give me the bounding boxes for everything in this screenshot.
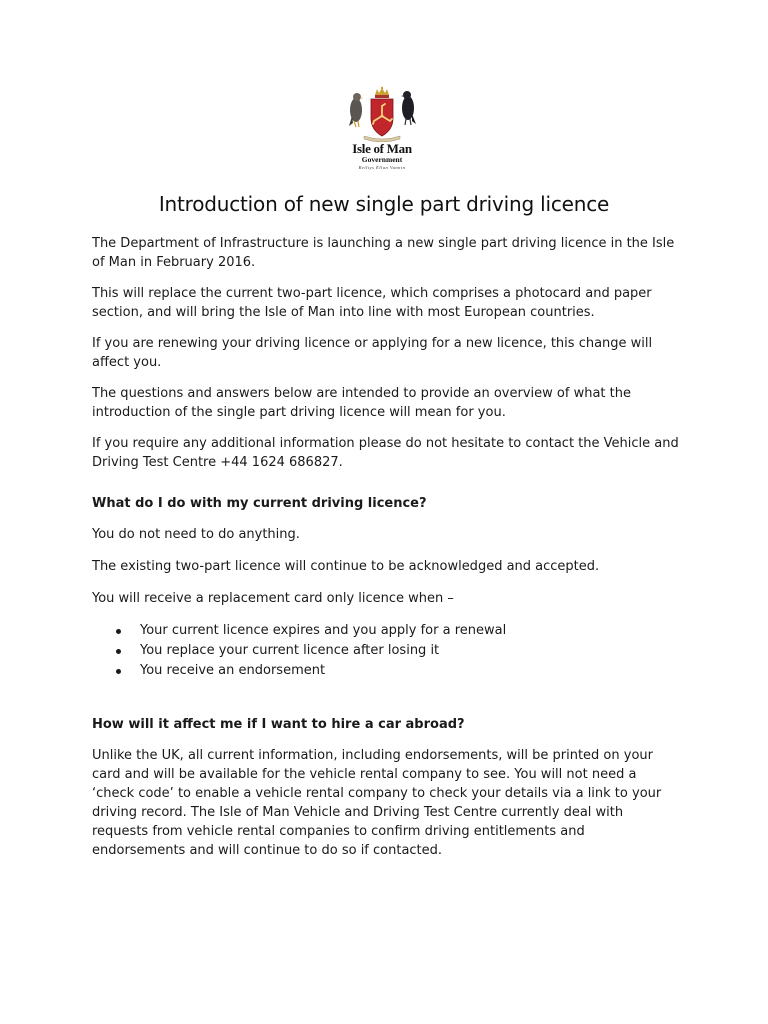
section-paragraph: You will receive a replacement card only licence when – [92, 591, 454, 606]
section-heading: What do I do with my current driving licence? [92, 496, 427, 511]
intro-paragraph: This will replace the current two-part licence, which comprises a photocard and paper section, and will bring the Isle of Man into line with most European countries. [92, 286, 652, 320]
falcon-supporter-icon [349, 93, 363, 127]
section-paragraph: The existing two-part licence will continue to be acknowledged and accepted. [92, 559, 600, 574]
section-paragraph: Unlike the UK, all current information, including endorsements, will be printed on your card and will be available for the vehicle rental company to see. You will not need a ‘check code’ to enable a vehicle rental company to check your details via a link to your driving record. The Isle of Man Vehicle and Driving Test Centre currently deal with requests from vehicle rental companies to confirm driving entitlements and endorsements and will continue to do so if contacted. [92, 748, 662, 858]
document-body [92, 234, 682, 872]
shield-icon [371, 99, 393, 136]
list-item: You replace your current licence after losing it [140, 641, 682, 661]
list-item: Your current licence expires and you apply for a renewal [140, 621, 682, 641]
logo-government-label: Government [361, 155, 403, 164]
intro-paragraph: If you require any additional information please do not hesitate to contact the Vehicle and Driving Test Centre +44 1624 686827. [92, 436, 679, 470]
logo-motto: Reiltys Ellan Vannin [358, 165, 406, 170]
intro-paragraph: If you are renewing your driving licence or applying for a new licence, this change will affect you. [92, 336, 653, 370]
section-heading: How will it affect me if I want to hire a car abroad? [92, 717, 465, 732]
intro-paragraph: The questions and answers below are intended to provide an overview of what the introduction of the single part driving licence will mean for you. [92, 386, 631, 420]
crown-icon [375, 87, 389, 98]
logo-wordmark: Isle of Man [352, 141, 412, 156]
section-paragraph: You do not need to do anything. [92, 527, 300, 542]
raven-supporter-icon [401, 91, 416, 125]
list-item: You receive an endorsement [140, 661, 682, 681]
document-title: Introduction of new single part driving licence [158, 192, 610, 216]
intro-paragraph: The Department of Infrastructure is launching a new single part driving licence in the Isle of Man in February 2016. [92, 236, 675, 270]
coat-of-arms-icon [344, 86, 420, 142]
bullet-list [92, 621, 682, 681]
isle-of-man-government-logo [344, 86, 420, 172]
